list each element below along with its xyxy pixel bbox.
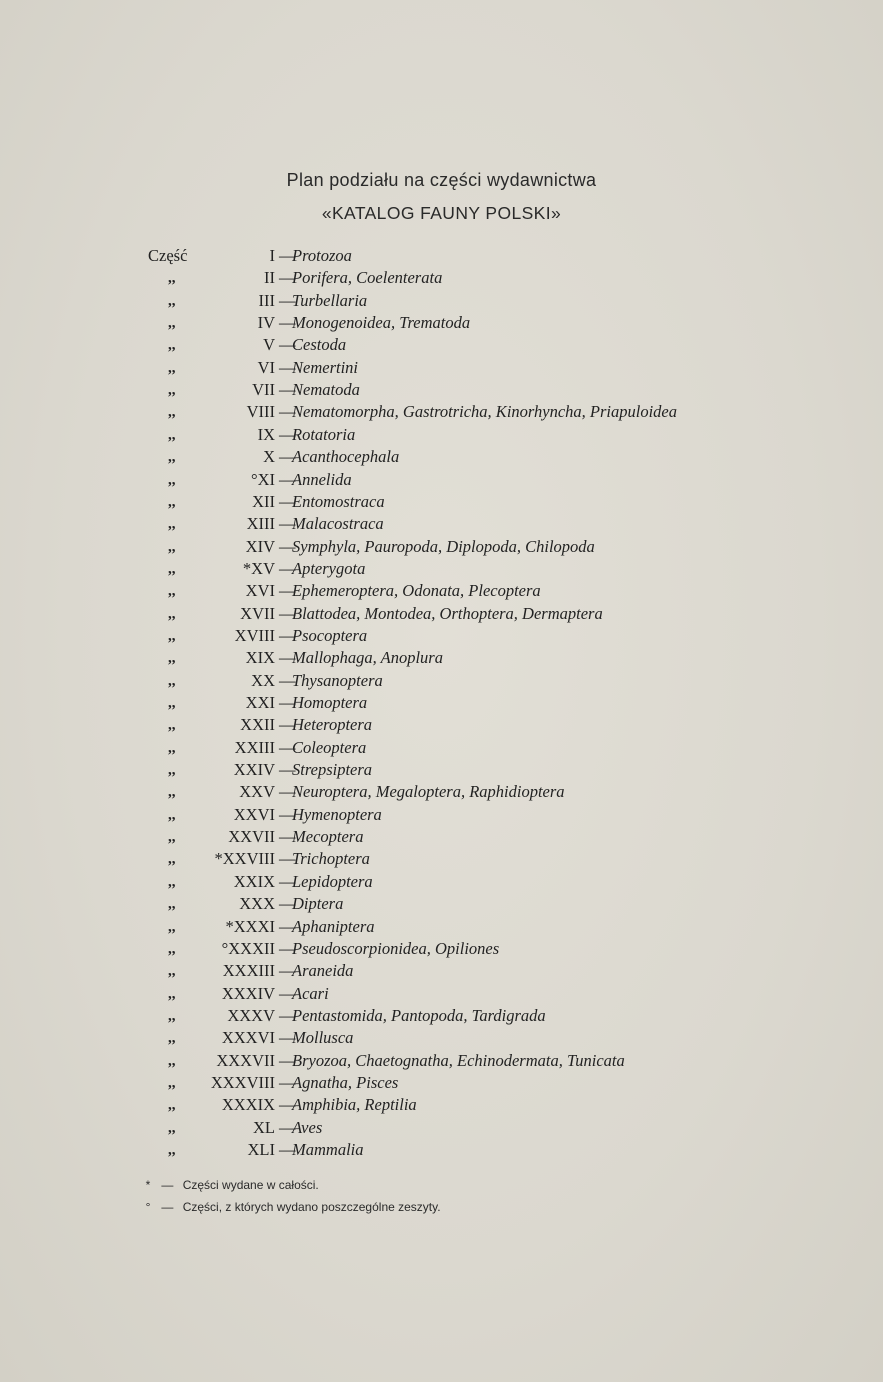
part-numeral: XXXV xyxy=(227,1005,275,1025)
part-dash: — xyxy=(279,1140,296,1159)
part-row xyxy=(0,580,883,602)
ditto-mark: ,, xyxy=(168,873,176,890)
part-taxon-name: Turbellaria xyxy=(292,290,368,310)
part-dash: — xyxy=(279,1117,296,1137)
part-row xyxy=(0,737,883,759)
part-dash: — xyxy=(279,715,296,735)
ditto-mark: ,, xyxy=(168,516,176,533)
footnotes xyxy=(140,1174,441,1218)
part-dash: — xyxy=(279,849,296,869)
part-numeral: XVI xyxy=(245,581,275,601)
part-taxon-name: Mallophaga, Anoplura xyxy=(292,648,443,668)
part-row xyxy=(0,848,883,870)
part-row xyxy=(0,491,883,513)
ditto-mark: ,, xyxy=(168,1030,176,1047)
part-numeral: XXX xyxy=(239,894,275,914)
ditto-mark: ,, xyxy=(168,985,176,1002)
part-dash: — xyxy=(279,827,296,847)
part-dash: — xyxy=(279,447,296,467)
part-taxon-name: Entomostraca xyxy=(292,491,385,511)
part-taxon-name: Nemertini xyxy=(292,357,358,377)
part-row xyxy=(0,334,883,356)
part-taxon-name: Rotatoria xyxy=(292,424,356,444)
part-taxon-name: Symphyla, Pauropoda, Diplopoda, Chilopoda xyxy=(292,536,595,556)
ditto-mark: ,, xyxy=(168,851,176,868)
part-dash: — xyxy=(279,983,296,1003)
part-numeral: XIV xyxy=(245,536,275,556)
part-numeral: *XV xyxy=(242,558,275,578)
part-dash: — xyxy=(279,514,296,534)
part-taxon-name: Psocoptera xyxy=(292,625,368,645)
part-numeral: VI xyxy=(257,357,275,377)
part-row xyxy=(0,469,883,491)
part-row xyxy=(0,1094,883,1116)
ditto-mark: ,, xyxy=(168,627,176,644)
part-taxon-name: Pseudoscorpionidea, Opiliones xyxy=(292,938,500,958)
part-dash: — xyxy=(279,581,296,601)
ditto-mark: ,, xyxy=(168,359,176,376)
ditto-mark: ,, xyxy=(168,1074,176,1091)
part-row xyxy=(0,692,883,714)
part-taxon-name: Trichoptera xyxy=(292,849,370,869)
ditto-mark: ,, xyxy=(168,806,176,823)
ditto-mark: ,, xyxy=(168,650,176,667)
part-row xyxy=(0,647,883,669)
part-numeral: XLI xyxy=(247,1140,275,1159)
part-row xyxy=(0,670,883,692)
part-row xyxy=(0,1050,883,1072)
part-numeral: XXIII xyxy=(234,737,275,757)
ditto-mark: ,, xyxy=(168,918,176,935)
part-numeral: VIII xyxy=(246,402,275,422)
part-taxon-name: Amphibia, Reptilia xyxy=(292,1095,417,1115)
ditto-mark: ,, xyxy=(168,739,176,756)
part-dash: — xyxy=(279,961,296,981)
part-numeral: °XI xyxy=(250,469,275,489)
part-numeral: XXXVI xyxy=(221,1028,275,1048)
part-numeral: *XXVIII xyxy=(214,849,275,869)
part-dash: — xyxy=(279,402,296,422)
part-taxon-name: Acari xyxy=(292,983,329,1003)
part-dash: — xyxy=(279,357,296,377)
part-row xyxy=(0,960,883,982)
part-numeral: XXV xyxy=(239,782,275,802)
part-numeral: XXXVIII xyxy=(210,1072,275,1092)
part-row xyxy=(0,1139,883,1161)
part-numeral: XXIX xyxy=(233,871,275,891)
ditto-mark: ,, xyxy=(168,672,176,689)
part-numeral: XXIV xyxy=(233,760,275,780)
part-dash: — xyxy=(279,1095,296,1115)
ditto-mark: ,, xyxy=(168,1052,176,1069)
ditto-mark: ,, xyxy=(168,605,176,622)
ditto-mark: ,, xyxy=(168,337,176,354)
part-row xyxy=(0,401,883,423)
part-row xyxy=(0,1117,883,1139)
ditto-mark: ,, xyxy=(168,538,176,555)
part-dash: — xyxy=(279,737,296,757)
ditto-mark: ,, xyxy=(168,471,176,488)
part-taxon-name: Mecoptera xyxy=(292,827,364,847)
part-label: Część xyxy=(148,246,188,265)
part-row xyxy=(0,513,883,535)
part-dash: — xyxy=(279,871,296,891)
part-dash: — xyxy=(279,1005,296,1025)
part-row xyxy=(0,446,883,468)
part-taxon-name: Ephemeroptera, Odonata, Plecoptera xyxy=(292,581,541,601)
part-row xyxy=(0,1027,883,1049)
part-numeral: XX xyxy=(251,670,275,690)
part-taxon-name: Pentastomida, Pantopoda, Tardigrada xyxy=(292,1005,546,1025)
part-taxon-name: Bryozoa, Chaetognatha, Echinodermata, Tunicata xyxy=(292,1050,625,1070)
document-subheading: «KATALOG FAUNY POLSKI» xyxy=(321,203,562,223)
part-taxon-name: Homoptera xyxy=(292,693,368,712)
footnote xyxy=(140,1174,441,1196)
ditto-mark: ,, xyxy=(168,940,176,957)
part-numeral: XIX xyxy=(245,648,275,668)
ditto-mark: ,, xyxy=(168,1007,176,1024)
part-row xyxy=(0,804,883,826)
part-taxon-name: Aves xyxy=(292,1117,323,1137)
part-numeral: IV xyxy=(257,313,275,333)
part-numeral: XIII xyxy=(246,514,275,534)
part-taxon-name: Blattodea, Montodea, Orthoptera, Dermaptera xyxy=(292,603,603,623)
ditto-mark: ,, xyxy=(168,560,176,577)
part-dash: — xyxy=(279,1072,296,1092)
part-row xyxy=(0,893,883,915)
document-heading: Plan podziału na części wydawnictwa xyxy=(286,170,597,190)
part-dash: — xyxy=(279,760,296,780)
part-taxon-name: Neuroptera, Megaloptera, Raphidioptera xyxy=(292,782,565,802)
part-taxon-name: Lepidoptera xyxy=(292,871,373,891)
part-taxon-name: Nematomorpha, Gastrotricha, Kinorhyncha, Priapuloidea xyxy=(292,402,677,422)
part-row xyxy=(0,983,883,1005)
part-dash: — xyxy=(279,670,296,690)
ditto-mark: ,, xyxy=(168,583,176,600)
part-row xyxy=(0,357,883,379)
part-taxon-name: Porifera, Coelenterata xyxy=(292,268,443,288)
part-row xyxy=(0,871,883,893)
part-taxon-name: Agnatha, Pisces xyxy=(292,1072,399,1092)
part-row xyxy=(0,1005,883,1027)
part-dash: — xyxy=(279,313,296,333)
part-dash: — xyxy=(279,424,296,444)
part-numeral: I xyxy=(269,246,275,265)
part-taxon-name: Acanthocephala xyxy=(292,447,400,467)
part-taxon-name: Nematoda xyxy=(292,380,360,400)
ditto-mark: ,, xyxy=(168,963,176,980)
ditto-mark: ,, xyxy=(168,382,176,399)
part-numeral: V xyxy=(263,335,275,355)
part-row xyxy=(0,536,883,558)
part-numeral: *XXXI xyxy=(225,916,275,936)
part-dash: — xyxy=(279,625,296,645)
part-taxon-name: Monogenoidea, Trematoda xyxy=(292,313,471,333)
ditto-mark: ,, xyxy=(168,1097,176,1114)
part-row xyxy=(0,558,883,580)
ditto-mark: ,, xyxy=(168,896,176,913)
ditto-mark: ,, xyxy=(168,762,176,779)
ditto-mark: ,, xyxy=(168,1119,176,1136)
footnote-mark: * xyxy=(145,1178,151,1192)
part-dash: — xyxy=(279,804,296,824)
part-taxon-name: Diptera xyxy=(292,894,344,914)
part-numeral: °XXXII xyxy=(221,938,275,958)
part-numeral: XL xyxy=(253,1117,275,1137)
part-taxon-name: Heteroptera xyxy=(292,715,373,735)
part-row xyxy=(0,916,883,938)
footnote-dash: — xyxy=(161,1178,174,1192)
part-taxon-name: Strepsiptera xyxy=(292,760,373,780)
ditto-mark: ,, xyxy=(168,784,176,801)
part-taxon-name: Malacostraca xyxy=(292,514,384,534)
ditto-mark: ,, xyxy=(168,426,176,443)
part-row xyxy=(0,1072,883,1094)
ditto-mark: ,, xyxy=(168,829,176,846)
part-dash: — xyxy=(279,290,296,310)
ditto-mark: ,, xyxy=(168,449,176,466)
ditto-mark: ,, xyxy=(168,695,176,711)
part-numeral: XXXIII xyxy=(222,961,275,981)
part-row xyxy=(0,826,883,848)
part-row xyxy=(0,625,883,647)
part-dash: — xyxy=(279,268,296,288)
part-numeral: XXI xyxy=(245,693,275,712)
part-row xyxy=(0,781,883,803)
part-dash: — xyxy=(279,894,296,914)
ditto-mark: ,, xyxy=(168,493,176,510)
part-row xyxy=(0,424,883,446)
part-dash: — xyxy=(279,916,296,936)
ditto-mark: ,, xyxy=(168,717,176,734)
part-numeral: XXII xyxy=(240,715,275,735)
part-dash: — xyxy=(279,536,296,556)
part-numeral: XVII xyxy=(240,603,275,623)
part-numeral: XII xyxy=(252,491,275,511)
part-numeral: XXVI xyxy=(233,804,275,824)
part-taxon-name: Thysanoptera xyxy=(292,670,383,690)
part-taxon-name: Mollusca xyxy=(292,1028,354,1048)
part-numeral: XXVII xyxy=(228,827,275,847)
part-dash: — xyxy=(279,246,296,265)
ditto-mark: ,, xyxy=(168,292,176,309)
part-row xyxy=(0,290,883,312)
part-numeral: XXXVII xyxy=(216,1050,275,1070)
part-numeral: IX xyxy=(257,424,275,444)
part-numeral: II xyxy=(264,268,275,288)
part-dash: — xyxy=(279,648,296,668)
part-dash: — xyxy=(279,469,296,489)
part-row xyxy=(0,603,883,625)
part-numeral: XXXIX xyxy=(221,1095,275,1115)
part-numeral: XVIII xyxy=(234,625,275,645)
footnote-text: Części, z których wydano poszczególne zeszyty. xyxy=(182,1200,441,1214)
part-dash: — xyxy=(279,335,296,355)
part-dash: — xyxy=(279,1050,296,1070)
part-dash: — xyxy=(279,693,296,712)
footnote xyxy=(140,1196,441,1218)
part-taxon-name: Protozoa xyxy=(292,246,352,265)
part-taxon-name: Hymenoptera xyxy=(292,804,382,824)
part-taxon-name: Apterygota xyxy=(292,558,366,578)
part-dash: — xyxy=(279,782,296,802)
part-taxon-name: Coleoptera xyxy=(292,737,367,757)
part-numeral: VII xyxy=(252,380,275,400)
part-row xyxy=(0,379,883,401)
part-dash: — xyxy=(279,380,296,400)
part-dash: — xyxy=(279,491,296,511)
ditto-mark: ,, xyxy=(168,315,176,332)
footnote-mark: ° xyxy=(145,1200,151,1214)
part-dash: — xyxy=(279,558,296,578)
part-row xyxy=(0,714,883,736)
part-dash: — xyxy=(279,938,296,958)
part-taxon-name: Araneida xyxy=(292,961,354,981)
part-numeral: X xyxy=(263,447,275,467)
footnote-dash: — xyxy=(161,1200,174,1214)
footnote-text: Części wydane w całości. xyxy=(182,1178,319,1192)
part-row xyxy=(0,759,883,781)
ditto-mark: ,, xyxy=(168,1142,176,1158)
part-row xyxy=(0,938,883,960)
part-numeral: XXXIV xyxy=(221,983,275,1003)
part-taxon-name: Mammalia xyxy=(292,1140,364,1159)
part-row xyxy=(0,245,883,267)
part-row xyxy=(0,267,883,289)
part-taxon-name: Cestoda xyxy=(292,335,347,355)
part-row xyxy=(0,312,883,334)
part-numeral: III xyxy=(258,290,275,310)
part-dash: — xyxy=(279,1028,296,1048)
ditto-mark: ,, xyxy=(168,404,176,421)
ditto-mark: ,, xyxy=(168,270,176,287)
part-taxon-name: Annelida xyxy=(292,469,352,489)
part-dash: — xyxy=(279,603,296,623)
part-taxon-name: Aphaniptera xyxy=(292,916,375,936)
